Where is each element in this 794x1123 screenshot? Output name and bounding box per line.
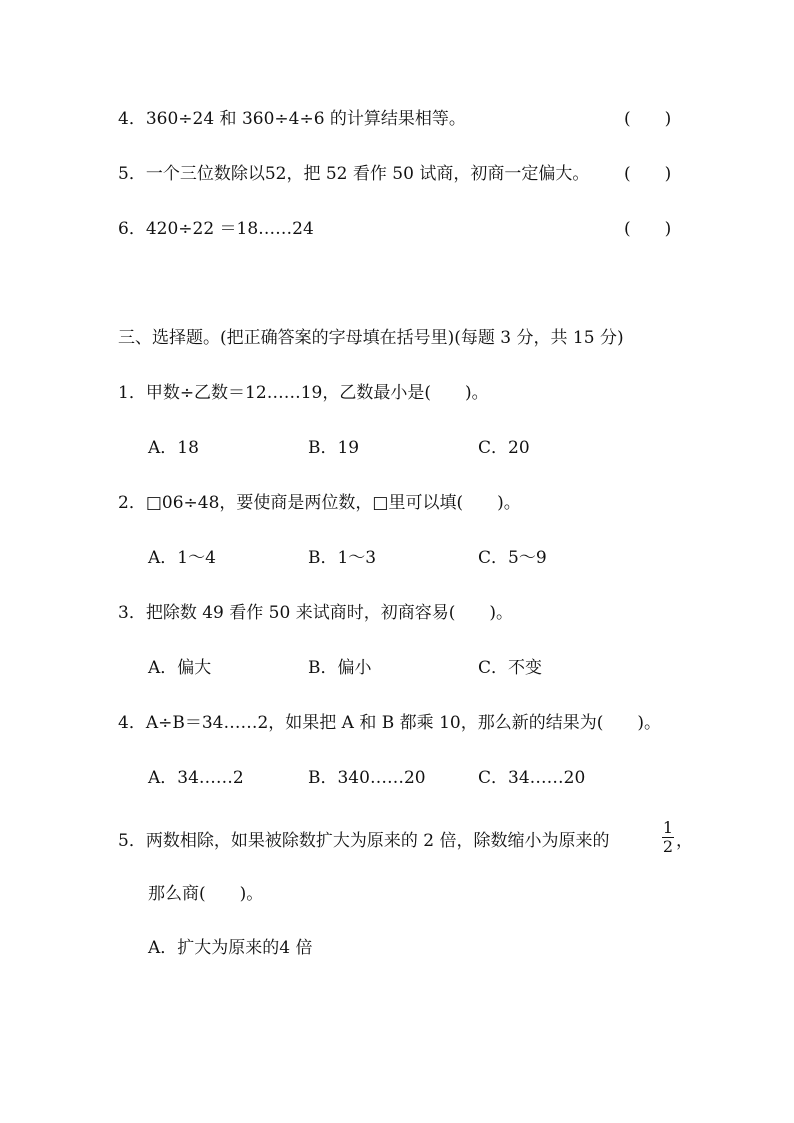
choice-q1-option-a[interactable]: A．18 (148, 438, 199, 458)
fraction-comma: ， (676, 831, 693, 851)
choice-q2-option-c[interactable]: C．5～9 (478, 548, 547, 568)
judge-item-5: 5．一个三位数除以52，把 52 看作 50 试商，初商一定偏大。 (118, 164, 590, 184)
choice-q4-stem: 4．A÷B＝34……2，如果把 A 和 B 都乘 10，那么新的结果为( )。 (118, 713, 661, 733)
choice-q1-stem: 1．甲数÷乙数＝12……19，乙数最小是( )。 (118, 383, 489, 403)
choice-q1-option-b[interactable]: B．19 (308, 438, 360, 458)
judge-answer-6[interactable]: ( ) (624, 219, 672, 239)
choice-q4-option-c[interactable]: C．34……20 (478, 768, 586, 788)
choice-q4-option-a[interactable]: A．34……2 (148, 768, 244, 788)
choice-q2-option-b[interactable]: B．1～3 (308, 548, 377, 568)
judge-answer-4[interactable]: ( ) (624, 109, 672, 129)
fraction-denominator: 2 (662, 837, 674, 856)
judge-item-4: 4．360÷24 和 360÷4÷6 的计算结果相等。 (118, 109, 466, 129)
judge-item-6: 6．420÷22 ＝18……24 (118, 219, 314, 239)
choice-q2-option-a[interactable]: A．1～4 (148, 548, 216, 568)
choice-q1-option-c[interactable]: C．20 (478, 438, 530, 458)
choice-q3-option-c[interactable]: C．不变 (478, 658, 543, 678)
choice-q5-stem-line1: 5．两数相除，如果被除数扩大为原来的 2 倍，除数缩小为原来的 (118, 831, 610, 851)
choice-q3-stem: 3．把除数 49 看作 50 来试商时，初商容易( )。 (118, 603, 513, 623)
choice-q5-stem-line2: 那么商( )。 (148, 884, 264, 904)
judge-answer-5[interactable]: ( ) (624, 164, 672, 184)
choice-q2-stem: 2．□06÷48，要使商是两位数，□里可以填( )。 (118, 493, 521, 513)
fraction-numerator: 1 (662, 818, 674, 837)
choice-q3-option-a[interactable]: A．偏大 (148, 658, 212, 678)
fraction-one-half (661, 819, 675, 856)
choice-q4-option-b[interactable]: B．340……20 (308, 768, 426, 788)
choice-q5-option-a[interactable]: A．扩大为原来的4 倍 (148, 938, 313, 958)
choice-q3-option-b[interactable]: B．偏小 (308, 658, 372, 678)
section-heading-choice: 三、选择题。(把正确答案的字母填在括号里)(每题 3 分，共 15 分) (118, 328, 624, 348)
